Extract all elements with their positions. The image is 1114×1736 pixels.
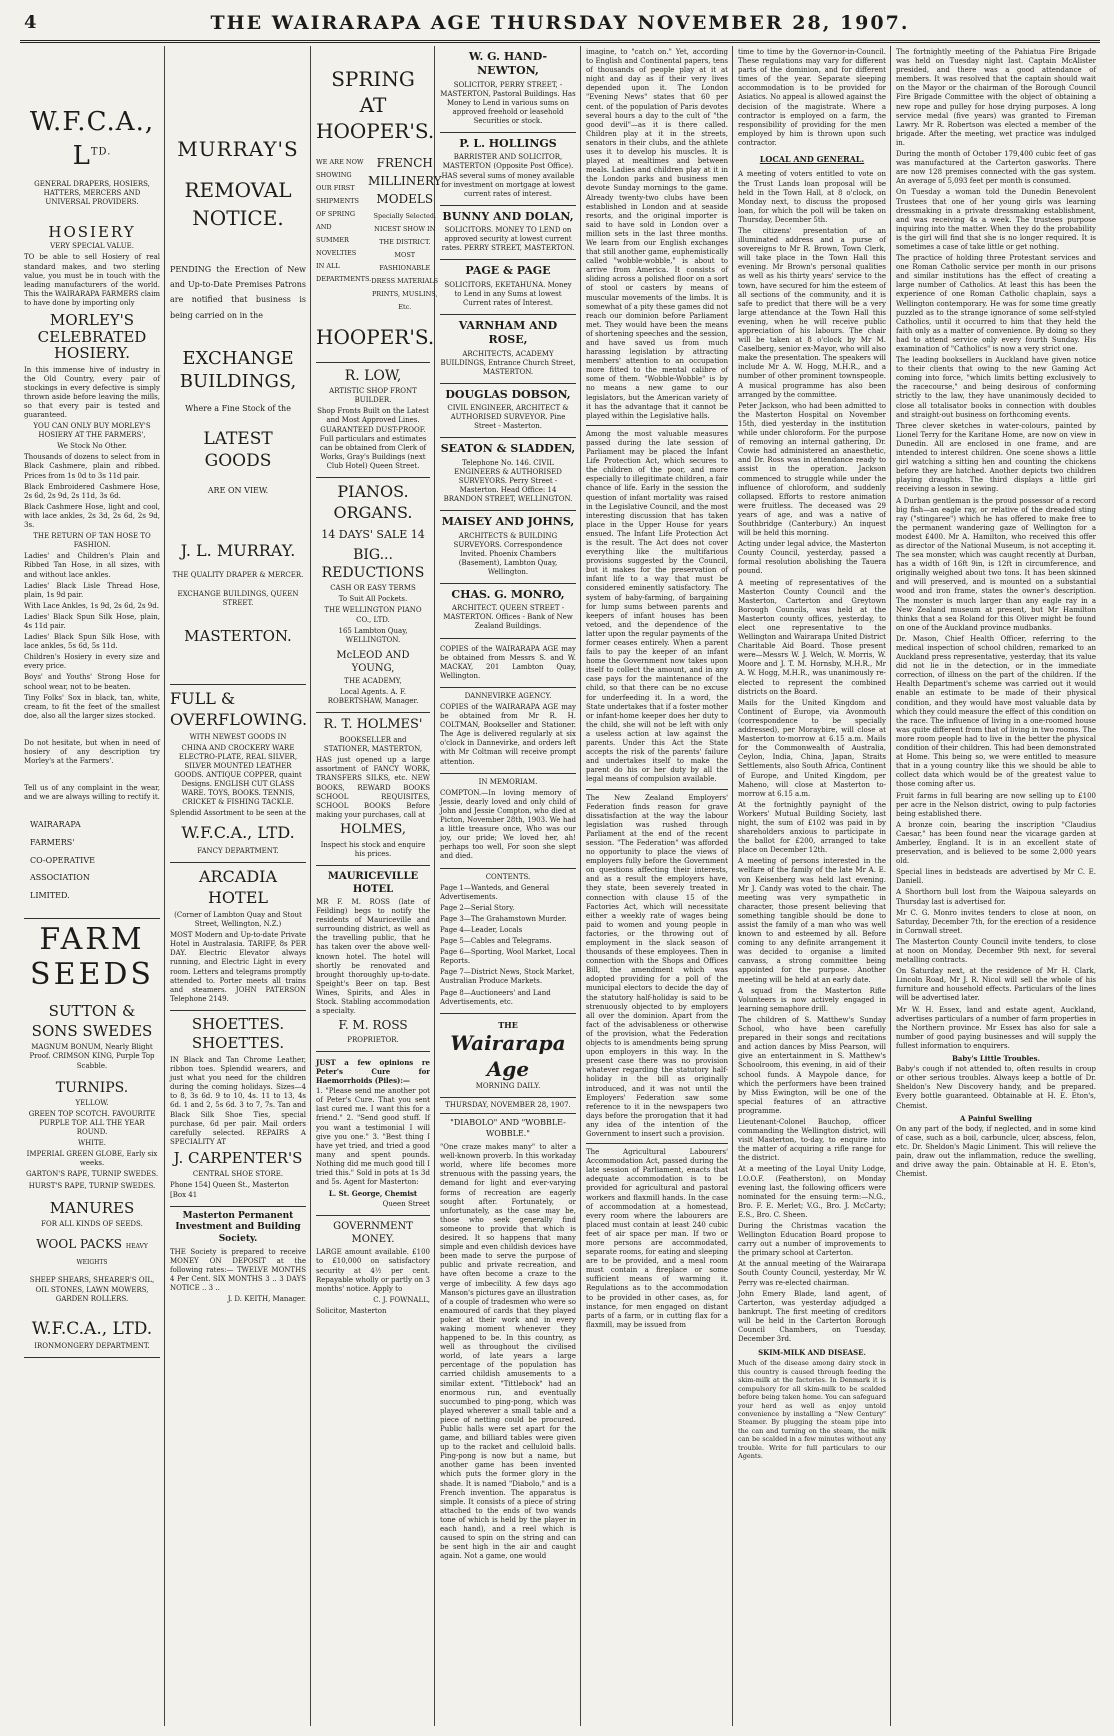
painful-heading: A Painful Swelling xyxy=(960,1113,1032,1123)
local-para: A meeting of voters entitled to vote on the Trust Lands loan proposal will be held in the Town Hall, at 8 o'clock, on Monday next, to discuss the proposed loan, for which the poll will be taken on Thursday, December 5th. xyxy=(738,170,886,224)
news-para: A bronze coin, bearing the inscription "Claudius Caesar," has been found near the vicarage garden at Amberley, England. It is in an excellent state of preservation, and is believed to be some 2,000 years old. xyxy=(896,820,1096,866)
card-name: VARNHAM AND ROSE, xyxy=(458,318,558,347)
morley-heading: MORLEY'S CELEBRATED HOSIERY. xyxy=(37,311,147,363)
hoopers-advert xyxy=(316,46,442,363)
govt-solicitor: Solicitor, Masterton xyxy=(316,1306,387,1315)
coop-line: ASSOCIATION xyxy=(30,873,90,883)
column-wfca xyxy=(20,46,164,1726)
hosiery-item: Ladies' Black Spun Silk Hose, plain, 4s 11d pair. xyxy=(24,612,160,630)
contents-item: Page 8—Auctioneers' and Land Advertisements, etc. xyxy=(440,988,551,1006)
mauriceville-advert xyxy=(316,866,430,1052)
sheep-text: SHEEP SHEARS, SHEARER'S OIL, OIL STONES, LAWN MOWERS, GARDEN ROLLERS. xyxy=(29,1276,155,1303)
hosiery-subheading: VERY SPECIAL VALUE. xyxy=(50,242,134,251)
shoettes-text: IN Black and Tan Chrome Leather, ribbon toes. Splendid wearers, and just what you need for the children during the coming holidays. Sizes—4 to 8, 3s 6d. 9 to 10, 4s. 11 to 13, 4s 6d. 1 and 2, 5s 6d. 3 to 7, 7s. Tan and Black Silk Shoe Ties, special purchase, 6d per pair. Mail orders carefully selected. REPAIRS A SPECIALITY AT xyxy=(170,1055,306,1146)
column-divider xyxy=(732,46,733,1726)
hoopers-french-block xyxy=(368,154,442,316)
baby-text: Baby's cough if not attended to, often results in croup or other serious troubles. Always keep a bottle of Dr. Sheldon's New Discovery handy, and be prepared. Every bottle guaranteed. Obtainable at H. E. Eton's, Chemist. xyxy=(896,1065,1096,1110)
mpib-advert xyxy=(170,1207,306,1311)
editorial-logo: Wairarapa Age xyxy=(450,1031,566,1082)
arcadia-heading: ARCADIA HOTEL xyxy=(198,867,278,908)
card-text: ARCHITECT. QUEEN STREET - MASTERTON. Offices - Bank of New Zealand Buildings. xyxy=(443,604,573,631)
hosiery-item: Children's Hosiery in every size and every price. xyxy=(24,653,160,671)
hosiery-item: Ladies' and Children's Plain and Ribbed Tan Hose, in all sizes, with and without lace ankles. xyxy=(24,552,160,579)
full-wfca: W.F.C.A., LTD. xyxy=(181,822,295,842)
card-name: CHAS. G. MONRO, xyxy=(451,587,565,601)
peter-street: Queen Street xyxy=(382,1200,430,1209)
pianos-heading: PIANOS. ORGANS. xyxy=(333,482,413,522)
card-name: P. L. HOLLINGS xyxy=(459,137,557,151)
exchange-heading: EXCHANGE BUILDINGS, xyxy=(179,347,297,393)
hosiery-item: Thousands of dozens to select from in Black Cashmere, plain and ribbed. Prices from 1s 0d to 3s 11d pair. xyxy=(24,453,160,480)
contents-list xyxy=(440,884,576,1007)
news-para: A Shorthorn bull lost from the Waipoua saleyards on Thursday last is advertised for. xyxy=(896,888,1096,906)
card-name: MAISEY AND JOHNS, xyxy=(441,515,575,529)
farm-seeds-heading: FARM SEEDS xyxy=(30,922,154,992)
contents-heading: CONTENTS. xyxy=(485,872,531,881)
local-para: The citizens' presentation of an illuminated address and a purse of sovereigns to Mr R. Brown, Town Clerk, will take place in the Town Hall this evening. Mr Brown's personal qualities as well as his thirty years' service to the town, have secured for him the esteem of all sections of the community, and it is safe to predict that there will be a very large attendance at the Town Hall this evening, when he will receive public appreciation of his labours. The chair will be taken at 8 o'clock by Mr M. Caselberg, senior ex-Mayor, who will also make the presentation. The speakers will include Mr A. W. Hogg, M.H.R., and a number of other prominent townspeople. A musical programme has also been arranged by the committee. xyxy=(738,226,886,399)
editorial-dateline: THURSDAY, NOVEMBER 28, 1907. xyxy=(440,1098,576,1114)
full-heading: FULL & OVERFLOWING. xyxy=(170,689,308,729)
holmes-advert xyxy=(316,713,430,866)
editorial-para: imagine, to "catch on." Yet, according to English and Continental papers, tens of thousands of people play at it at night and day as if their very lives depended upon it. The London "Evening News" states that 60 per cent. of the population of Paris devotes several hours a day to the cult of "the good devil"—as it is there called. Children play at it in the streets, senators in their clubs, and the athlete uses it to develop his muscles. It is played at mealtimes and between meals. Ladies and children play at it in the London parks and business men devote Sunday mornings to the game. Already twenty-two clubs have been established in London and at seaside resorts, and the original importer is said to have sold in London over a million sets in the last three months. We learn from our English exchanges that still another game, euphemistically called "wobble-wobble," is about to arrive from America. It consists of sliding across a polished floor on a sort of stool or casters by means of muscular movements of the limbs. It is somewhat of a pity these games did not reach our dominion before Parliament met. They would have been the means of shortening speeches and the session, and have saved us from much harassing legislation by attracting members' attention to an occupation more fitted to the mental calibre of some of them. "Wobble-Wobble" is by no means a new game to our legislators, but the American variety of it has the advantage that it cannot be played within the Legislative halls. xyxy=(586,48,728,420)
news-para: Dr. Mason, Chief Health Officer, referring to the medical inspection of school children, remarked to an Auckland press representative, yesterday, that its value did not lie in the detection, or in the immediate correction, of illness on the part of the children. If the Health Department's scheme was carried out it would enable an estimate to be made of their physical condition, and they would have most valuable data by which they could measure the effect of this condition on the race. The influence of living in a one-roomed house was quite different from that of living in two rooms. The more room people had to live in the better the physical condition of their children. This had been demonstrated at Home. This being so, we were entitled to measure that in a young country like this we should be able to collect data which would be of the greatest value to those coming after us. xyxy=(896,634,1096,789)
mcleod-text: Local Agents. A. F. ROBERTSHAW, Manager. xyxy=(327,687,419,706)
memoriam-text: COMPTON.—In loving memory of Jessie, dearly loved and only child of John and Jessie Compton, who died at Picton, November 28th, 1903. We had a little treasure once, Who was our joy, our pride; We loved her, ah! perhaps too well, For soon she slept and died. xyxy=(440,788,576,861)
jl-murray-sub: THE QUALITY DRAPER & MERCER. xyxy=(172,571,304,580)
professional-card xyxy=(440,315,576,384)
news-para: During the month of October 179,400 cubic feet of gas was manufactured at the Carterton gasworks. There are now 128 premises connected with the gas system. An average of 5,093 feet per month is consumed. xyxy=(896,150,1096,186)
page-number: 4 xyxy=(24,12,37,33)
hosiery-item: Ladies' Black Spun Silk Hose, with lace ankles, 5s 6d, 5s 11d. xyxy=(24,633,160,651)
masthead-rule xyxy=(20,40,1100,43)
peter-advert xyxy=(316,1052,430,1217)
column-editorial xyxy=(582,46,732,1726)
spring-heading: SPRING AT HOOPER'S. xyxy=(316,67,435,143)
dannevirke-notice xyxy=(440,688,576,774)
news-para: The leading booksellers in Auckland have given notice to their clients that owing to the new Gaming Act coming into force, "which limits betting exclusively to the racecourse," and being desirous of conforming strictly to the law, they have unanimously decided to close all totalisator books in connection with doubles and straight-out business on forthcoming events. xyxy=(896,356,1096,419)
masterton-heading: MASTERTON. xyxy=(184,626,292,645)
card-name: PAGE & PAGE xyxy=(465,264,551,278)
turnips-line: GREEN TOP SCOTCH. FAVOURITE PURPLE TOP. ALL THE YEAR ROUND. xyxy=(28,1109,156,1137)
editorial-the: THE xyxy=(498,1019,518,1030)
holmes-name: HOLMES, xyxy=(339,821,406,837)
local-para: The children of S. Matthew's Sunday School, who have been carefully prepared in their songs and recitations and action dances by Miss Pearson, will give an entertainment in S. Matthew's Schoolroom, this evening, in aid of their school funds. A Maypole dance, for which the performers have been trained by Miss Ewington, will be one of the special features of an attractive programme. xyxy=(738,1015,886,1115)
hoopers-heading: HOOPER'S. xyxy=(316,325,435,349)
removal-heading: REMOVAL NOTICE. xyxy=(184,178,292,230)
mcleod-sub: THE ACADEMY, xyxy=(344,676,402,685)
hosiery-heading: HOSIERY xyxy=(48,222,136,241)
hosiery-item: Black Cashmere Hose, light and cool, with lace ankles, 2s 3d, 2s 6d, 2s 9d, 3s. xyxy=(24,502,160,530)
pianos-advert xyxy=(316,478,430,713)
low-text: Shop Fronts Built on the Latest and Most Approved Lines. GUARANTEED DUST-PROOF. Full particulars and estimates can be obtained from Clerk of Works, Gray's Buildings (next Club Hotel) Queen Street. xyxy=(317,407,429,470)
memoriam-heading: IN MEMORIAM. xyxy=(478,777,538,786)
coop-line: CO-OPERATIVE xyxy=(30,855,95,865)
shoettes-advert xyxy=(170,1011,306,1207)
peter-text: 1. "Please send me another pot of Peter's Cure. That you sent last cured me. I want this for a friend." 2. "Send good stuff. If you want a testimonial I will give you one." 3. "Best thing I have yet tried, and tried a good many and spent pounds. Nothing did me much good till I tried this." Sold in pots at 1s 3d and 5s. Agent for Masterton: xyxy=(316,1087,430,1187)
exchange-address: EXCHANGE BUILDINGS, QUEEN STREET. xyxy=(177,590,299,608)
contents-item: Page 6—Sporting, Wool Market, Local Reports. xyxy=(440,948,576,966)
full-sub: WITH NEWEST GOODS IN xyxy=(189,732,287,741)
mcleod-heading: McLEOD AND YOUNG, xyxy=(336,649,410,674)
skim-text: Much of the disease among dairy stock in this country is caused through feeding the skim-milk at the factories. In Denmark it is compulsory for all skim-milk to be scalded before being taken home. You can safeguard your herd as well as enjoy untold convenience by installing a "New Century" Steamer. By plugging the steam pipe into the can and turning on the steam, the milk can be scalded in a few minutes without any trouble. Write for full particulars to our Agents. xyxy=(738,1359,886,1461)
professional-card xyxy=(440,46,576,133)
peter-heading: JUST a few opinions re Peter's Cure for Haemorrhoids (Piles):— xyxy=(316,1057,430,1086)
local-para: At the fortnightly paynight of the Workers' Mutual Building Society, last night, the sum of £102 was paid in by shareholders anxious to participate in the ballot for £200, arranged to take place on December 12th. xyxy=(738,800,886,855)
card-text: SOLICITORS, EKETAHUNA. Money to Lend in any Sums at lowest Current rates of Interest. xyxy=(444,280,572,307)
editorial-para: The New Zealand Employers' Federation finds reason for grave dissatisfaction at the way the labour legislation was rushed through Parliament at the end of the recent session. "The Federation" was afforded no opportunity to place the views of employers fully before the Government on questions affecting their interests, and as a result the employers have, they state, been severely treated in connection with clause 15 of the Factories Act, which will necessitate either a weekly rate of wages being paid to women and young people in factories, or the throwing out of employment in the slack season of thousands of these employees. Then in connection with the Shops and Offices Bill, the amendment which was adopted providing for a poll of the municipal electors to decide the day of the statutory half-holiday is said to be strenuously objected to by employers all over the dominion. Apart from the fact of the advisableness or otherwise of the provision, what the Federation objects to is amendments being sprung upon employers in this way. In the present case there was no provision whatever regarding the statutory half-holiday in the bill as originally introduced, and it was not until the Employers' Federation saw some reference to it in the newspapers two days before the prorogation that it had any idea of the intention of the Government to insert such a provision. xyxy=(586,793,728,1138)
hesitate-text: Do not hesitate, but when in need of hosiery of any description try Morley's at the Farmers'. xyxy=(24,738,160,766)
news-para: Fruit farms in full bearing are now selling up to £100 per acre in the Nelson district, owing to pulp factories being established there. xyxy=(896,791,1096,818)
local-para: A meeting of persons interested in the welfare of the family of the late Mr A. E. von Keisenberg was held last evening. Mr J. Candy was voted to the chair. The meeting was very sympathetic in character, those present believing that something tangible should be done to assist the family of a man who was well known to and esteemed by all. Before coming to any definite arrangement it was decided to organise a limited canvass, a strong committee being appointed for the purpose. Another meeting will be held at an early date. xyxy=(738,857,886,984)
editorial-masthead xyxy=(440,1014,576,1098)
holmes-sub: BOOKSELLER and STATIONER, MASTERTON, xyxy=(323,736,423,754)
news-para: The fortnightly meeting of the Pahiatua Fire Brigade was held on Tuesday night last. Captain McAlister presided, and there was a good attendance of members. It was resolved that the captain should wait on the Mayor or the chairman of the Borough Council Fire Brigade Committee with the object of obtaining a new rope and pulley for hose drying purposes. A long service medal (five years) was granted to Fireman Lawry. Mr R. Robertson was elected a member of the brigade. After the meeting, wet practice was indulged in. xyxy=(896,48,1096,147)
hosiery-item: Ladies' Black Lisle Thread Hose, plain, 1s 9d pair. xyxy=(24,581,160,599)
card-name: W. G. HAND-NEWTON, xyxy=(468,50,548,78)
card-text: SOLICITOR, PERRY STREET, - MASTERTON, Pastoral Buildings. Has Money to Lend in various sums on approved freehold or leasehold Securities or stock. xyxy=(440,80,576,125)
pianos-sale: 14 DAYS' SALE 14 xyxy=(321,527,425,541)
card-text: CIVIL ENGINEER, ARCHITECT & AUTHORISED SURVEYOR. Pine Street - Masterton. xyxy=(447,404,569,431)
dannevirke-text: COPIES of the WAIRARAPA AGE may be obtained from Mr R. H. COLTMAN, Bookseller and Stationer. The Age is delivered regularly at six o'clock in Dannevirke, and orders left with Mr Coltman will receive prompt attention. xyxy=(440,703,576,766)
professional-card xyxy=(440,206,576,261)
column-divider xyxy=(164,46,165,1726)
local-para: John Emery Blade, land agent, of Carterton, was yesterday adjudged a bankrupt. The first meeting of creditors will be held in the Carterton Borough Council Chambers, on Tuesday, December 3rd. xyxy=(738,1289,886,1344)
latest-heading: LATEST GOODS xyxy=(203,428,273,472)
wfca-brand-subtitle: GENERAL DRAPERS, HOSIERS, HATTERS, MERCERS AND UNIVERSAL PROVIDERS. xyxy=(34,179,150,206)
coop-line: FARMERS' xyxy=(30,837,75,847)
turnips-yellow: YELLOW. xyxy=(75,1098,109,1107)
carpenter-phone: Phone 154] Queen St., Masterton [Box 41 xyxy=(170,1181,289,1199)
column-news xyxy=(892,46,1100,1726)
card-name: BUNNY AND DOLAN, xyxy=(442,209,574,223)
contents-item: Page 4—Leader, Locals xyxy=(440,925,523,934)
manures-text: FOR ALL KINDS OF SEEDS. xyxy=(41,1220,143,1229)
hosiery-intro: TO be able to sell Hosiery of real standard makes, and two sterling value, you must be in touch with the leading manufacturers of the world. This the WAIRARAPA FARMERS claim to have done by importing only xyxy=(24,253,160,307)
peter-agent: L. St. George, Chemist xyxy=(328,1189,418,1199)
coop-stack xyxy=(30,816,160,904)
full-splendid: Splendid Assortment to be seen at the xyxy=(170,809,306,818)
hosiery-item: Boys' and Youths' Strong Hose for school wear, not to be beaten. xyxy=(24,673,160,691)
baby-heading: Baby's Little Troubles. xyxy=(951,1054,1041,1064)
local-para: Lieutenant-Colonel Bauchop, officer commanding the Wellington district, will visit Masterton, to-day, to enquire into the matter of acquiring a rifle range for the district. xyxy=(738,1117,886,1163)
french-heading: FRENCH MILLINERY MODELS xyxy=(368,156,442,206)
hosiery-item: Tiny Folks' Sox in black, tan, white, cream, to fit the feet of the smallest doe, also all the larger sizes stocked. xyxy=(24,693,160,720)
professional-card xyxy=(440,511,576,584)
mpib-text: THE Society is prepared to receive MONEY ON DEPOSIT at the following rates:— TWELVE MONTHS 4 Per Cent. SIX MONTHS 3 .. 3 DAYS NOTICE .. 3 .. xyxy=(170,1247,306,1293)
contents-item: Page 7—District News, Stock Market, Australian Produce Markets. xyxy=(440,968,575,986)
memoriam-notice xyxy=(440,774,576,869)
pianos-company: THE WELLINGTON PIANO CO., LTD. xyxy=(324,606,422,624)
turnips-line: WHITE. xyxy=(77,1139,107,1148)
card-text: SOLICITORS. MONEY TO LEND on approved security at lowest current rates. PERRY STREET, MASTERTON. xyxy=(441,226,575,253)
column-divider xyxy=(580,46,581,1726)
card-text: BARRISTER AND SOLICITOR, MASTERTON (Opposite Post Office). HAS several sums of money available for investment on mortgage at lowest current rates of interest. xyxy=(441,153,575,198)
govt-text: LARGE amount available. £100 to £10,000 on satisfactory security at 4½ per cent. Repayable wholly or partly on 3 months' notice. Apply to xyxy=(316,1248,430,1293)
editorial-para: The Agricultural Labourers' Accommodation Act, passed during the late session of Parliament, enacts that adequate accommodation is to be provided for agricultural and pastoral workers and flaxmill hands. In the case of accommodation at a homestead, every room where the labourers are placed must contain at least 240 cubic feet of air space per man. If two or more persons are accommodated, separate rooms, for eating and sleeping are to be provided, and a meal room must contain a fireplace or some sufficient means of warming it. Regulations as to the accommodation to be provided in other cases, as, for instance, for men engaged on distant parts of a farm, or in cutting flax for a flaxmill, may be issued from xyxy=(586,1148,728,1329)
holmes-text2: Inspect his stock and enquire his prices. xyxy=(320,840,426,858)
carpenter-heading: J. CARPENTER'S xyxy=(173,1148,303,1167)
local-para: A meeting of representatives of the Masterton County Council and the Masterton, Carterton and Greytown Borough Councils, was held at the Masterton county offices, yesterday, to elect one representative to the Wellington and Wairarapa United District Charitable Aid Board. Those present were—Messrs W. J. Welch, W. Morris, W. Moore and J. T. M. Hornsby, M.H.R., Mr A. W. Hogg, M.H.R., was unanimously re-elected to represent the combined districts on the Board. xyxy=(738,578,886,696)
column-cards xyxy=(436,46,580,1726)
column-divider xyxy=(310,46,311,1726)
arcadia-advert xyxy=(170,863,306,1011)
news-para: Three clever sketches in water-colours, painted by Lionel Terry for the Karitane Home, are now on view in Dunedin. All are enclosed in one frame, and are intended to interest children. One scene shows a little girl watching a sitting hen and counting the chickens before they are hatched. Another depicts two children playing draughts. The third displays a little girl receiving a lesson in sewing. xyxy=(896,421,1096,494)
mauriceville-text: MR F. M. ROSS (late of Feilding) begs to notify the residents of Mauriceville and surrounding district, as well as the travelling public, that he has taken over the above well-known hotel. The hotel will shortly be renovated and brought thoroughly up-to-date. Speight's Beer on tap. Best Wines, Spirits, and Ales in Stock. Stabling accommodation a specialty. xyxy=(316,897,430,1016)
contents-item: Page 1—Wanteds, and General Advertisements. xyxy=(440,883,550,901)
french-list: Specially Selected. NICEST SHOW IN THE DISTRICT. MOST FASHIONABLE DRESS MATERIALS PRINTS, MUSLINS, Etc. xyxy=(371,212,439,311)
murray-heading: MURRAY'S xyxy=(177,137,299,161)
full-list: CHINA AND CROCKERY WARE ELECTRO-PLATE, REAL SILVER, SILVER MOUNTED LEATHER GOODS. ANTIQUE COPPER, quaint Designs. ENGLISH CUT GLASS WARE. TOYS, BOOKS. TENNIS, CRICKET & FISHING TACKLE. xyxy=(174,743,302,807)
masthead-title: THE WAIRARAPA AGE THURSDAY NOVEMBER 28, 1907. xyxy=(210,12,910,34)
column-murray xyxy=(166,46,310,1726)
pianos-address: 165 Lambton Quay, WELLINGTON. xyxy=(338,626,408,644)
editorial-para: Among the most valuable measures passed during the late session of Parliament may be placed the Infant Life Protection Act, which secures to the children of the poor, and more especially to illegitimate children, a fair chance of life. Early in the session the question of infant mortality was raised in the Legislative Council, and the most interesting discussion that has taken place in the Upper House for years ensued. The Infant Life Protection Act is the result. The Act does not cover everything like the multifarious provisions suggested by the Council, but it makes for the preservation of infant life to a way that must be considered eminently satisfactory. The system of baby-farming, of bargaining for lump sums between parents and keepers of infant houses has been vetoed, and the dependence of the latter upon the regular payments of the former ceases entirely. When a parent fails to pay the keeper of an infant home the Government now takes upon itself to collect the amount, and in any case pays for the maintenance of the child, so that there can be no excuse for underfeeding it. In a word, the State undertakes that if a foster mother or infant-home keeper does her duty to the child, she will not be left with only a useless action at law against the parents. Under this Act the State accepts the risk of the parents' failure and undertakes itself to make the parent do his or her duty by all the legal means of compulsion available. xyxy=(586,429,728,784)
professional-card xyxy=(440,584,576,639)
local-para: During the Christmas vacation the Wellington Education Board propose to carry out a number of improvements to the primary school at Carterton. xyxy=(738,1222,886,1258)
pianos-big: BIG... REDUCTIONS xyxy=(321,546,425,582)
pianos-cash: CASH OR EASY TERMS xyxy=(330,584,416,593)
card-text: ARCHITECTS & BUILDING SURVEYORS. Correspondence Invited. Phoenix Chambers (Basement), Lambton Quay, Wellington. xyxy=(453,531,563,576)
ross-heading: F. M. ROSS xyxy=(338,1018,408,1033)
column-hoopers xyxy=(312,46,442,1726)
turnips-heading: TURNIPS. xyxy=(55,1079,129,1096)
jl-murray-heading: J. L. MURRAY. xyxy=(180,540,296,560)
where-text: Where a Fine Stock of the xyxy=(185,403,291,413)
local-para: A squad from the Masterton Rifle Volunteers is now actively engaged in learning semaphore drill. xyxy=(738,986,886,1013)
news-para: Mr W. H. Essex, land and estate agent, Auckland, advertises particulars of a number of farm properties in the Northern province. Mr Essex has also for sale a number of good paying businesses and will supply the fullest information to enquirers. xyxy=(896,1005,1096,1050)
complaint-text: Tell us of any complaint in the wear, and we are always willing to rectify it. xyxy=(24,784,160,802)
professional-card xyxy=(440,260,576,315)
news-para: A Durban gentleman is the proud possessor of a record big fish—an eagle ray, or relative of the dreaded sting ray ("stingaree") which he has offered to make free to the permanent wandering gaze of Wellington for a modest £400. Mr A. Hamilton, who received this offer as director of the National Museum, is not accepting it. The sea monster, which was caught recently at Durban, has a width of 16ft 9in, is 12ft in circumference, and originally weighed about two tons. It has been skinned and will preserved, and is mounted on a substantial wood and iron frame, states the owner's description. The monster is much larger than any eagle ray in a New Zealand museum at present, but Mr Hamilton thinks that a sea Roland for this Oliver might be found on one of the Auckland province mudbanks. xyxy=(896,496,1096,632)
editorial-rule xyxy=(586,425,728,426)
arcadia-sub: (Corner of Lambton Quay and Stout Street, Wellington, N.Z.) xyxy=(174,911,302,929)
card-text: ARCHITECTS, ACADEMY BUILDINGS, Entrance Church Street, MASTERTON. xyxy=(440,349,576,376)
card-name: DOUGLAS DOBSON, xyxy=(445,387,571,401)
sutton-text: MAGNUM BONUM, Nearly Blight Proof. CRIMSON KING, Purple Top Scabble. xyxy=(29,1043,155,1070)
pending-text: PENDING the Erection of New and Up-to-Date Premises Patrons are notified that business is being carried on in the xyxy=(170,265,306,320)
professional-card xyxy=(440,133,576,206)
pianos-suit: To Suit All Pockets. xyxy=(338,595,408,604)
contents-item: Page 3—The Grahamstown Murder. xyxy=(440,914,567,923)
turnips-line: HURST'S RAPE, TURNIP SWEDES. xyxy=(28,1181,156,1190)
turnips-line: GARTON'S RAPE, TURNIP SWEDES. xyxy=(25,1170,159,1179)
local-para: Mails for the United Kingdom and Continent of Europe, via Avonmouth (correspondence to be specially addressed), per Moraybire, will close at Masterton to-morrow at 6.15 a.m. Mails for the Commonwealth of Australia, Ceylon, India, China, Japan, Straits Settlements, also South Africa, Continent of Europe, and United Kingdom, per Maheno, will close at Masterton to-morrow at 6.15 a.m. xyxy=(738,698,886,798)
mpib-heading: Masterton Permanent Investment and Building Society. xyxy=(175,1210,301,1245)
turnips-line: IMPERIAL GREEN GLOBE, Early six weeks. xyxy=(26,1150,158,1168)
local-para: At a meeting of the Loyal Unity Lodge, I.O.O.F. (Featherston), on Monday evening last, the following officers were nominated for the ensuing term:—N.G., Bro. F. E. Merlet; V.G., Bro. J. McCarty; E.S., Bro. C. Sheen. xyxy=(738,1165,886,1219)
coop-line: WAIRARAPA xyxy=(30,820,81,830)
professional-card xyxy=(440,438,576,511)
wfca-advert xyxy=(24,46,160,919)
local-intro: time to time by the Governor-in-Council. These regulations may vary for different parts of the dominion, and for different times of the year. Separate sleeping accommodation is to be provided for Asiatics. No appeal is allowed against the decision of the magistrate. Where a contractor is employed on a farm, the responsibility of providing for the men employed by him is thrown upon such contractor. xyxy=(738,48,886,147)
news-para: On Tuesday a woman told the Dunedin Benevolent Trustees that one of her young girls was learning dressmaking in a private dressmaking establishment, and was receiving 4s a week. The trustees purpose inquiring into the matter. When they do the probability is the girl will find that she is no longer required. It is sometimes a case of take little or get nothing. xyxy=(896,188,1096,251)
morley-text: In this immense hive of industry in the Old Country, every pair of stockings in every defective is simply thrown aside before leaving the mills, so that every pair is tested and guaranteed. xyxy=(24,365,160,419)
ross-sub: PROPRIETOR. xyxy=(347,1035,399,1044)
low-sub: ARTISTIC SHOP FRONT BUILDER. xyxy=(329,387,417,405)
govt-money-advert xyxy=(316,1216,430,1322)
news-para: Mr C. G. Monro invites tenders to close at noon, on Saturday, December 7th, for the erection of a residence in Cornwall street. xyxy=(896,908,1096,935)
wool-heading: WOOL PACKS HEAVY WEIGHTS xyxy=(36,1237,148,1266)
hosiery-item: Black Embroidered Cashmere Hose, 2s 6d, 2s 9d, 2s 11d, 3s 6d. xyxy=(24,482,160,500)
leader-heading: "DIABOLO" AND "WOBBLE-WOBBLE." xyxy=(450,1118,566,1138)
murray-advert xyxy=(170,46,306,685)
card-name: SEATON & SLADDEN, xyxy=(440,442,576,456)
column-local xyxy=(734,46,890,1726)
local-para: Acting under legal advice, the Masterton County Council, yesterday, passed a formal resolution abolishing the Tauera pound. xyxy=(738,540,886,576)
news-para: The Masterton County Council invite tenders, to close at noon on Monday, December 9th next, for several metalling contracts. xyxy=(896,937,1096,965)
hosiery-item: With Lace Ankles, 1s 9d, 2s 6d, 2s 9d. xyxy=(24,601,159,610)
local-para: At the annual meeting of the Wairarapa South County Council, yesterday, Mr W. Perry was re-elected chairman. xyxy=(738,1260,886,1287)
sutton-heading: SUTTON & SONS SWEDES xyxy=(31,1002,153,1040)
hoopers-we-text: WE ARE NOW SHOWING OUR FIRST SHIPMENTS OF SPRING AND SUMMER NOVELTIES IN ALL DEPARTMENTS. xyxy=(316,158,372,283)
painful-text: On any part of the body, if neglected, and in some kind of case, such as a boil, carbuncle, ulcer, abscess, felon, etc. Dr. Sheldon's Magic Liniment. This will relieve the pain, draw out the inflammation, reduce the swelling, and drive away the pain. Obtainable at H. E. Eton's, Chemist. xyxy=(896,1124,1096,1179)
editorial-rule xyxy=(586,1143,728,1144)
farm-seeds-advert xyxy=(24,919,160,1358)
editorial-morning: MORNING DAILY. xyxy=(475,1082,541,1091)
low-heading: R. LOW, xyxy=(344,368,402,384)
full-fancy: FANCY DEPARTMENT. xyxy=(197,847,279,856)
column-divider xyxy=(890,46,891,1726)
holmes-heading: R. T. HOLMES' xyxy=(323,717,423,733)
news-para: The practice of holding three Protestant services and one Roman Catholic service per month in our prisons and similar institutions has the effect of creating a large number of Catholics. At least this has been the experience of one Roman Catholic chaplain, says a Wellington contemporary. He was for some time greatly puzzled as to the strange ignorance of some self-styled Catholics, until it occurred to him that they held the faith only as a matter of convenience. By doing so they had to attend service only every fourth Sunday. His examination of "Catholics" is now a very strict one. xyxy=(896,254,1096,353)
local-heading: LOCAL AND GENERAL. xyxy=(759,154,865,165)
holmes-text: HAS just opened up a large assortment of FANCY WORK, TRANSFERS SILKS, etc. NEW BOOKS, REWARD BOOKS SCHOOL REQUISITES, SCHOOL BOOKS Before making your purchases, call at xyxy=(316,756,430,819)
view-text: ARE ON VIEW. xyxy=(207,486,269,496)
govt-heading: GOVERNMENT MONEY. xyxy=(333,1221,413,1246)
contents-item: Page 5—Cables and Telegrams. xyxy=(440,937,552,946)
only-buy-text: YOU CAN ONLY BUY MORLEY'S HOSIERY AT THE FARMERS', xyxy=(33,422,151,440)
dannevirke-heading: DANNEVIRKE AGENCY. xyxy=(464,691,552,700)
wfca-footer: W.F.C.A., LTD. xyxy=(31,1318,153,1339)
skim-heading: SKIM-MILK AND DISEASE. xyxy=(758,1348,866,1358)
manures-heading: MANURES xyxy=(49,1198,135,1217)
low-advert xyxy=(316,363,430,478)
shoettes-heading: SHOETTES. SHOETTES. xyxy=(191,1014,285,1053)
news-para: On Saturday next, at the residence of Mr H. Clark, Lincoln Road, Mr J. R. Nicol will sell the whole of his furniture and household effects. Particulars of the lines will be advertised later. xyxy=(896,967,1096,1003)
govt-name: C. J. FOWNALL, xyxy=(373,1295,430,1304)
mpib-signature: J. D. KEITH, Manager. xyxy=(227,1295,306,1304)
local-para: Peter Jackson, who had been admitted to the Masterton Hospital on November 15th, died yesterday in the institution while under chloroform. For the purpose of removing an internal gathering, Dr. Cowie had administered an anaesthetic, and Dr. Ross was in attendance ready to assist in the operation. Jackson commenced to struggle while under the influence of chloroform, and suddenly collapsed. Efforts to restore animation were fruitless. The deceased was 29 years of age, and was a native of Southbridge (Canterbury.) An inquest will be held this morning. xyxy=(738,401,886,538)
card-text: Telephone No. 146. CIVIL ENGINEERS & AUTHORISED SURVEYORS. Perry Street - Masterton. Head Office: 14 BRANDON STREET, WELLINGTON. xyxy=(443,458,573,504)
mauriceville-heading: MAURICEVILLE HOTEL xyxy=(327,870,419,895)
leader-text: "One craze makes many" to alter a well-known proverb. In this workaday world, where life becomes more strenuous with the passing years, the demand for light and ever-varying forms of recreation are eagerly sought after. Fortunately, or unfortunately, as the case may be, those who seek generally find someone to provide that which is desired. It so happens that many simple and even childish devices have been made to serve the purpose of public and private recreation, and have often become a craze to the verge of imbecility. A few days ago Manson's pictures gave an illustration of a couple of tradesmen who were so enamoured of cards that they played poker at their work and in every waking moment whenever they happened to be. In this country, as well as throughout the civilised world, of late years a large percentage of the population has carried childish amusements to a similar extent. "Tittlebock" had an enormous run, and eventually succumbed to ping-pong, which was played wherever a small table and a piece of netting could be procured. Public halls were set apart for the game, and billiard tables were given up to the racket and celluloid balls. Ping-pong is now but a name, but another game has been invented which puts the former glory in the shade. It is named "Diabolo," and is a French invention. The apparatus is simple. It consists of a piece of string attached to the ends of two wands tone of which is held by the player in each hand), and a reel which is caused to spin on the string and can be sent high in the air and caught again. Not a game, one would xyxy=(440,1143,576,1561)
copies-notice xyxy=(440,639,576,688)
carpenter-sub: CENTRAL SHOE STORE. xyxy=(192,1170,284,1179)
editorial-rule xyxy=(586,789,728,790)
stock-text: We Stock No Other. xyxy=(57,442,127,451)
full-overflowing-advert xyxy=(170,685,306,863)
wfca-footer-sub: IRONMONGERY DEPARTMENT. xyxy=(34,1341,150,1350)
contents-box xyxy=(440,869,576,1014)
professional-card xyxy=(440,384,576,439)
hosiery-item: THE RETURN OF TAN HOSE TO FASHION. xyxy=(33,532,151,550)
news-para: Special lines in bedsteads are advertised by Mr C. E. Daniell. xyxy=(896,868,1096,886)
arcadia-text: MOST Modern and Up-to-date Private Hotel in Australasia. TARIFF, 8s PER DAY. Electric Elevator always running, and Electric Light in every room. Letters and telegrams promptly attended to. Porter meets all trains and steamers. JOHN PATERSON Telephone 2149. xyxy=(170,931,306,1003)
contents-item: Page 2—Serial Story. xyxy=(440,903,515,912)
copies-text: COPIES of the WAIRARAPA AGE may be obtained from Messrs S. and W. MACKAY, 201 Lambton Quay, Wellington. xyxy=(440,644,576,680)
hoopers-body xyxy=(316,154,442,316)
coop-line: LIMITED. xyxy=(30,890,70,900)
wfca-brand: W.F.C.A., $L^{TD.}$ xyxy=(29,107,155,171)
